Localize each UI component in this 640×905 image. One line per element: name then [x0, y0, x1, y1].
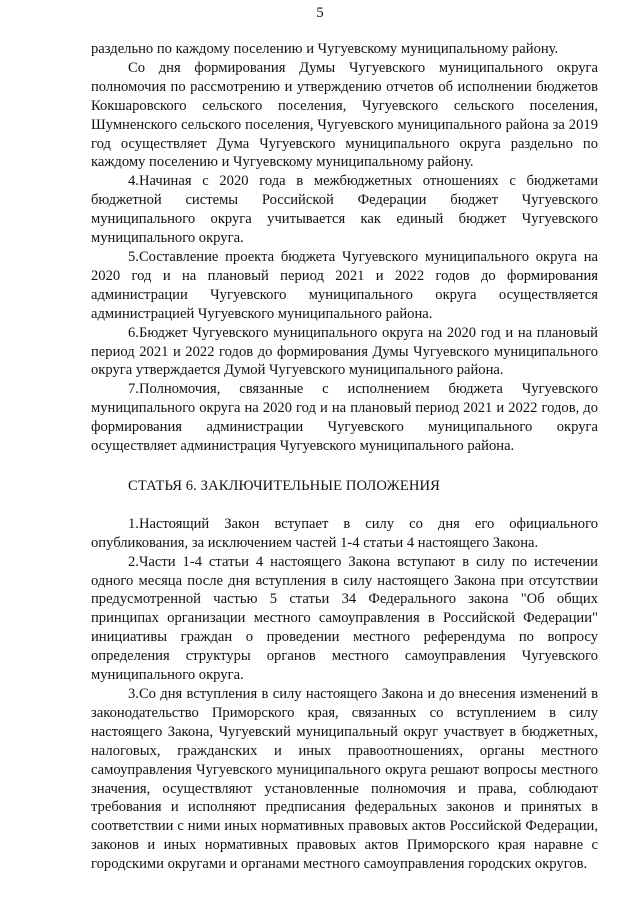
paragraph-continued: раздельно по каждому поселению и Чугуевскому муниципальному району.	[91, 41, 559, 57]
paragraph-clause-4: 4.Начиная с 2020 года в межбюджетных отношениях с бюджетами бюджетной системы Российской Федерации бюджет Чугуевского муниципального округа учитывается как единый бюджет Чугуевского муниципального округа.	[91, 173, 598, 247]
paragraph-final-1: 1.Настоящий Закон вступает в силу со дня его официального опубликования, за исключением частей 1-4 статьи 4 настоящего Закона.	[91, 515, 598, 551]
document-body	[91, 40, 598, 874]
section-heading: СТАТЬЯ 6. ЗАКЛЮЧИТЕЛЬНЫЕ ПОЛОЖЕНИЯ	[128, 477, 440, 494]
paragraph-final-2: 2.Части 1-4 статьи 4 настоящего Закона вступают в силу по истечении одного месяца после дня вступления в силу настоящего Закона при отсутствии предусмотренной частью 5 статьи 34 Федерального закона "Об общих принципах организации местного самоуправления в Российской Федерации" инициативы граждан о проведении местного референдума по вопросу определения структуры органов местного самоуправления Чугуевского муниципального округа.	[91, 553, 598, 684]
paragraph-final-3: 3.Со дня вступления в силу настоящего Закона и до внесения изменений в законодательство Приморского края, связанных со вступлением в силу настоящего Закона, Чугуевский муниципальный округ участвует в бюджетных, налоговых, гражданских и иных правоотношениях, органы местного самоуправления Чугуевского муниципального округа решают вопросы местного значения, осуществляют установленные полномочия и права, соблюдают требования и исполняют предписания федеральных законов и принятых в соответствии с ними иных нормативных правовых актов Российской Федерации, законов и иных нормативных правовых актов Приморского края наравне с городскими округами и органами местного самоуправления городских округов.	[91, 686, 598, 873]
page-number: 5	[316, 5, 324, 21]
paragraph-clause-6: 6.Бюджет Чугуевского муниципального округа на 2020 год и на плановый период 2021 и 2022 годов до формирования Думы Чугуевского муниципального округа утверждается Думой Чугуевского муниципального района.	[91, 324, 598, 379]
paragraph-clause-7: 7.Полномочия, связанные с исполнением бюджета Чугуевского муниципального округа на 2020 год и на плановый период 2021 и 2022 годов, до формирования администрации Чугуевского муниципального округа осуществляет администрация Чугуевского муниципального района.	[91, 381, 598, 455]
paragraph-clause-5: 5.Составление проекта бюджета Чугуевского муниципального округа на 2020 год и на плановый период 2021 и 2022 годов до формирования администрации Чугуевского муниципального округа осуществляется администрацией Чугуевского муниципального района.	[91, 248, 598, 322]
paragraph: Со дня формирования Думы Чугуевского муниципального округа полномочия по рассмотрению и утверждению отчетов об исполнении бюджетов Кокшаровского сельского поселения, Чугуевского сельского поселения, Шумненского сельского поселения, Чугуевского муниципального района за 2019 год осуществляет Дума Чугуевского муниципального округа раздельно по каждому поселению и Чугуевскому муниципальному району.	[91, 59, 598, 171]
